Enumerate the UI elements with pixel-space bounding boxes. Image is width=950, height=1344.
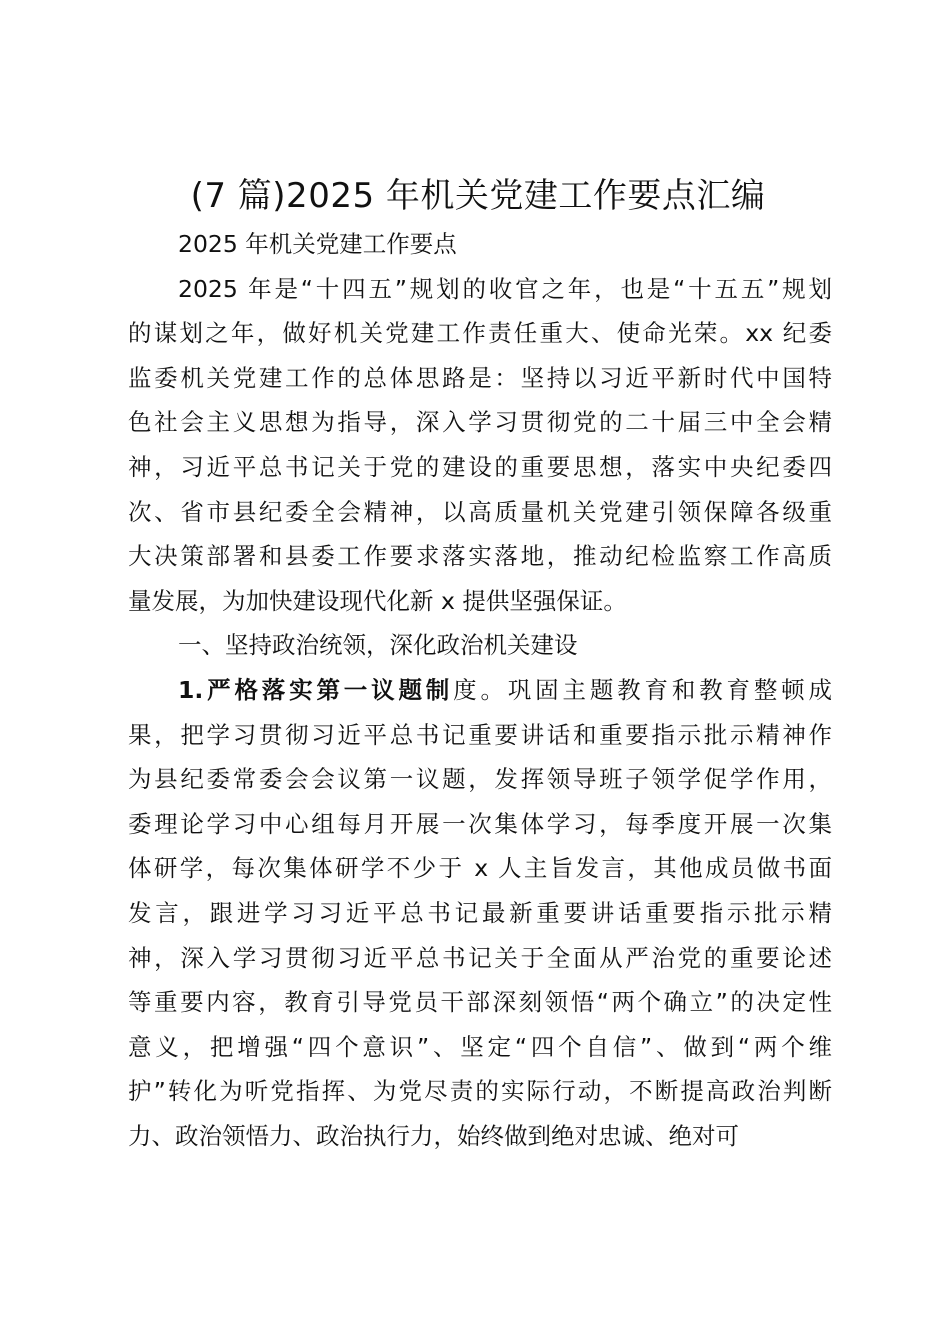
item1-line: 体研学，每次集体研学不少于 x 人主旨发言，其他成员做书面 [128, 854, 832, 883]
item1-line: 意义，把增强“四个意识”、坚定“四个自信”、做到“两个维 [128, 1032, 832, 1061]
item1-line: 护”转化为听党指挥、为党尽责的实际行动，不断提高政治判断 [128, 1077, 832, 1106]
item1-line: 委理论学习中心组每月开展一次集体学习，每季度开展一次集 [128, 809, 832, 838]
document-body [128, 222, 832, 1158]
item1-first-line [128, 668, 832, 713]
item1-bold-label: 1.严格落实第一议题制 [178, 675, 454, 704]
intro-line: 次、省市县纪委全会精神，以高质量机关党建引领保障各级重 [128, 497, 832, 526]
intro-line: 监委机关党建工作的总体思路是：坚持以习近平新时代中国特 [128, 363, 832, 392]
item1-line: 果，把学习贯彻习近平总书记重要讲话和重要指示批示精神作 [128, 720, 832, 749]
intro-line: 神，习近平总书记关于党的建设的重要思想，落实中央纪委四 [128, 452, 832, 481]
item1-line: 等重要内容，教育引导党员干部深刻领悟“两个确立”的决定性 [128, 988, 832, 1017]
document-title: (7 篇)2025 年机关党建工作要点汇编 [190, 176, 766, 216]
intro-line: 2025 年是“十四五”规划的收官之年，也是“十五五”规划 [178, 274, 832, 303]
section-heading: 一、坚持政治统领，深化政治机关建设 [178, 631, 578, 660]
intro-line: 色社会主义思想为指导，深入学习贯彻党的二十届三中全会精 [128, 408, 832, 437]
item1-first-line-rest: 度。巩固主题教育和教育整顿成 [453, 675, 833, 704]
intro-line: 的谋划之年，做好机关党建工作责任重大、使命光荣。xx 纪委 [128, 319, 832, 348]
intro-line: 大决策部署和县委工作要求落实落地，推动纪检监察工作高质 [128, 542, 832, 571]
item1-line: 神，深入学习贯彻习近平总书记关于全面从严治党的重要论述 [128, 943, 832, 972]
document-subtitle: 2025 年机关党建工作要点 [178, 230, 457, 258]
item1-line: 发言，跟进学习习近平总书记最新重要讲话重要指示批示精 [128, 898, 832, 927]
item1-line: 为县纪委常委会会议第一议题，发挥领导班子领学促学作用， [128, 765, 832, 794]
item1-line: 力、政治领悟力、政治执行力，始终做到绝对忠诚、绝对可 [128, 1121, 739, 1150]
intro-line: 量发展，为加快建设现代化新 x 提供坚强保证。 [128, 586, 627, 615]
